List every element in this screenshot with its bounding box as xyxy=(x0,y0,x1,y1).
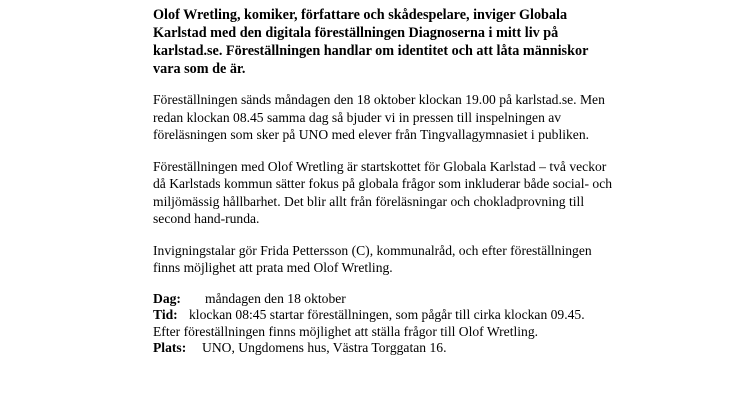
detail-row-tid xyxy=(153,307,613,340)
plats-label: Plats: xyxy=(153,340,187,355)
dag-label: Dag: xyxy=(153,290,181,306)
detail-row-dag xyxy=(153,291,613,308)
press-release xyxy=(153,6,613,357)
body-paragraph-globala-karlstad: Föreställningen med Olof Wretling är startskottet för Globala Karlstad – två veckor då Karlstads kommun sätter fokus på globala frågor som inkluderar både social- och miljömässig hållbarhet. Det blir allt från föreläsningar och chokladprovning till second hand-runda. xyxy=(153,158,613,226)
tid-value: klockan 08:45 startar föreställningen, som pågår till cirka klockan 09.45. Efter föreställningen finns möjlighet att ställa frågor till Olof Wretling. xyxy=(153,307,585,339)
plats-value: UNO, Ungdomens hus, Västra Torggatan 16. xyxy=(202,340,447,355)
body-paragraph-broadcast: Föreställningen sänds måndagen den 18 oktober klockan 19.00 på karlstad.se. Men redan klockan 08.45 samma dag så bjuder vi in pressen till inspelningen av föreläsningen som sker på UNO med elever från Tingvallagymnasiet i publiken. xyxy=(153,92,605,142)
detail-row-plats xyxy=(153,340,613,357)
tid-label: Tid: xyxy=(153,307,178,322)
body-paragraph-speakers: Invigningstalar gör Frida Pettersson (C), kommunalråd, och efter föreställningen finns möjlighet att prata med Olof Wretling. xyxy=(153,242,592,275)
event-details xyxy=(153,291,613,357)
lead-paragraph: Olof Wretling, komiker, författare och skådespelare, inviger Globala Karlstad med den digitala föreställningen Diagnoserna i mitt liv på karlstad.se. Föreställningen handlar om identitet och att låta människor vara som de är. xyxy=(153,7,589,77)
dag-value: måndagen den 18 oktober xyxy=(205,290,346,306)
